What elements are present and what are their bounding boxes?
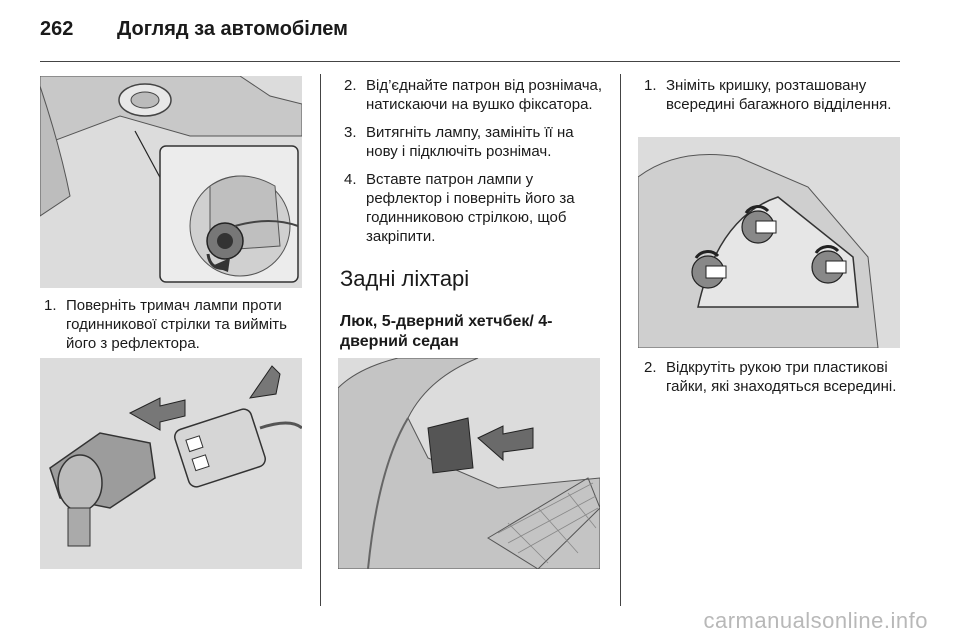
list-item: 1. Зніміть кришку, розташовану всередині багажного відділення. xyxy=(644,77,892,113)
col3-text-bottom xyxy=(644,358,906,405)
col1-text xyxy=(44,296,306,362)
list-item: 2. Від’єднайте патрон від рознімача, натискаючи на вушко фіксатора. xyxy=(344,77,603,113)
list-item: 3. Витягніть лампу, замініть її на нову і підключіть рознімач. xyxy=(344,124,574,160)
figure-headlamp-bulb-holder xyxy=(40,76,302,288)
figure-trunk-cover xyxy=(338,358,600,569)
page-number: 262 xyxy=(40,18,74,40)
subsection-title: Люк, 5-дверний хетчбек/ 4-дверний седан xyxy=(340,313,553,350)
list-item: 2. Відкрутіть рукою три пластикові гайки, які знаходяться всередині. xyxy=(644,359,897,395)
column-divider-1 xyxy=(320,74,321,606)
trunk-illustration xyxy=(338,358,600,569)
list-item: 4. Вставте патрон лампи у рефлектор і поверніть його за годинниковою стрілкою, щоб закріпити. xyxy=(344,171,575,245)
list-item: 1. Поверніть тримач лампи проти годинникової стрілки та вийміть його з рефлектора. xyxy=(44,297,287,352)
bulb-connector-illustration xyxy=(40,358,302,569)
col2-text xyxy=(344,76,606,255)
col2-steps xyxy=(344,76,606,246)
rear-lamp-illustration xyxy=(638,137,900,348)
section-title: Задні ліхтарі xyxy=(340,266,470,291)
col1-steps xyxy=(44,296,306,353)
col3-steps-bottom xyxy=(644,358,906,396)
col3-text-top xyxy=(644,76,906,123)
figure-rear-lamp-nuts xyxy=(638,137,900,348)
column-divider-2 xyxy=(620,74,621,606)
headlamp-illustration xyxy=(40,76,302,288)
col3-steps-top xyxy=(644,76,906,114)
watermark: carmanualsonline.info xyxy=(703,608,928,633)
figure-bulb-connector xyxy=(40,358,302,569)
page-title: Догляд за автомобілем xyxy=(117,18,348,40)
header-rule xyxy=(40,61,900,62)
